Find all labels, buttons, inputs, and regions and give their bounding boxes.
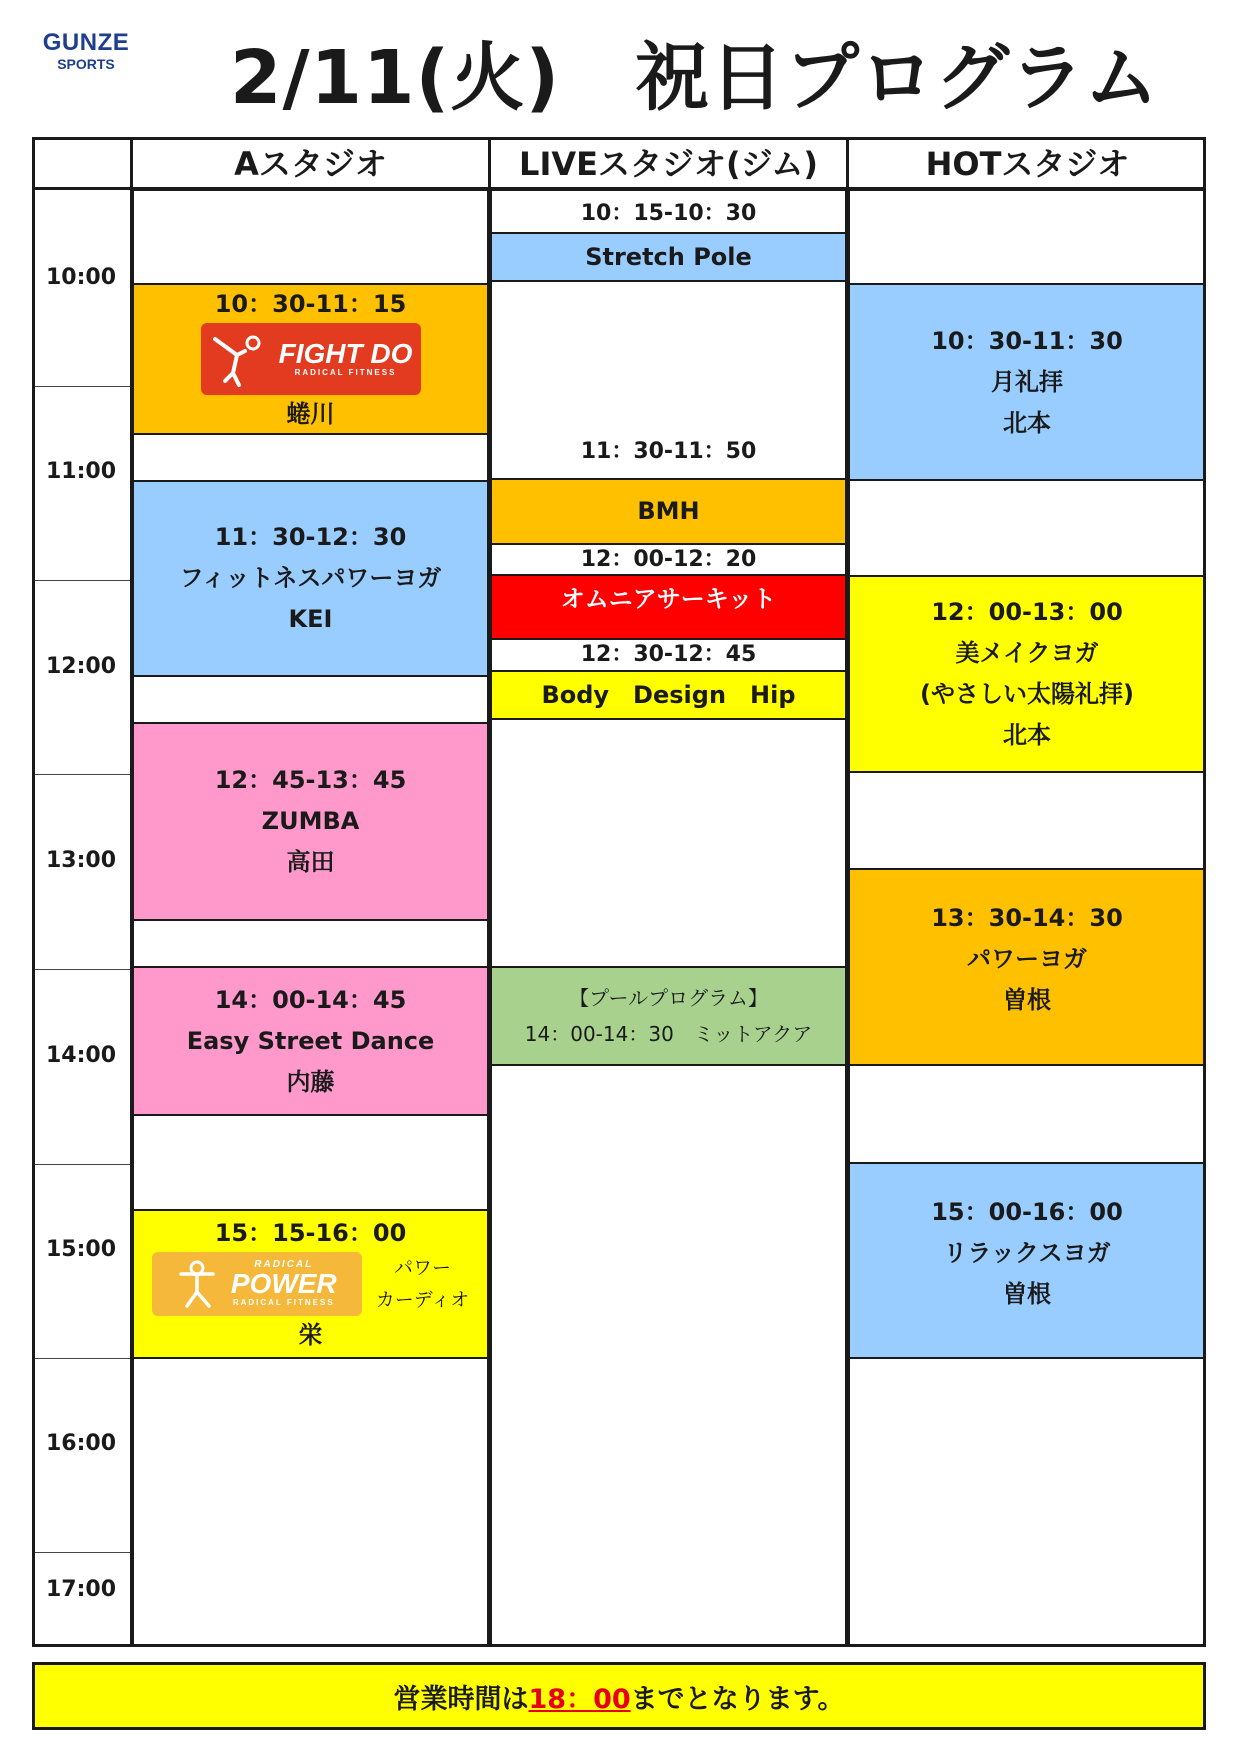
page-title: 2/11(火) 祝日プログラム [230,35,1160,121]
empty-slot [490,718,847,968]
event-time: 10：30-11：30 [931,326,1123,355]
time-label-10: 10:00 [45,265,117,290]
power-logo-small: RADICAL [254,1259,314,1270]
time-label-12: 12:00 [45,654,117,679]
event-name: 14：00-14：30 ミットアクア [524,1022,813,1046]
event-time: 11：30-11：50 [580,439,757,464]
event-beauty-make-yoga[interactable] [848,575,1206,773]
time-label-cell [490,543,847,576]
event-name: パワーヨガ [967,945,1087,973]
event-instructor: 曽根 [1003,986,1051,1014]
time-label-13: 13:00 [45,848,117,873]
empty-slot [848,1357,1206,1647]
time-divider [35,1358,130,1359]
event-name: フィットネスパワーヨガ [179,564,442,592]
time-divider [35,1552,130,1553]
business-hours-notice [32,1662,1206,1730]
empty-slot [490,1064,847,1647]
empty-slot [848,189,1206,285]
event-name: ZUMBA [261,807,360,835]
radical-power-logo [152,1252,362,1316]
event-instructor: 高田 [286,848,335,876]
event-time: 12：00-12：20 [580,547,757,572]
event-time: 12：45-13：45 [214,766,407,794]
time-label-16: 16:00 [45,1431,117,1456]
event-time: 15：00-16：00 [931,1198,1123,1226]
event-fight-do[interactable] [132,283,489,435]
event-instructor: 蜷川 [286,400,335,428]
power-label-line1: パワー [393,1257,451,1279]
event-name: リラックスヨガ [943,1239,1111,1267]
fight-do-wordmark: FIGHT DO [278,338,413,369]
event-instructor: 北本 [1003,721,1051,749]
time-label-cell [490,638,847,672]
event-name: 月礼拝 [991,367,1063,396]
power-label-line2: カーディオ [375,1289,470,1311]
gunze-sports-logo [36,30,136,72]
event-time: 11：30-12：30 [214,523,407,551]
empty-slot [848,771,1206,870]
event-name: BMH [637,497,700,525]
header-hot-studio: HOTスタジオ [846,137,1206,190]
time-label-11: 11:00 [45,459,117,484]
event-time: 13：30-14：30 [931,904,1123,932]
power-logo-sub: RADICAL FITNESS [232,1298,335,1307]
event-power-yoga[interactable] [848,868,1206,1066]
header-divider [32,187,130,190]
header-a-studio: Aスタジオ [130,137,488,190]
empty-slot [132,433,489,482]
event-easy-street-dance[interactable] [132,966,489,1116]
empty-slot [132,1357,489,1647]
event-name: Easy Street Dance [186,1026,435,1055]
time-label-14: 14:00 [45,1043,117,1068]
event-relax-yoga[interactable] [848,1162,1206,1359]
power-wordmark: POWER [230,1268,337,1299]
event-subtitle: (やさしい太陽礼拝) [920,680,1134,708]
schedule-grid [32,137,1206,1647]
event-moon-salutation[interactable] [848,283,1206,481]
event-name: Stretch Pole [585,242,752,271]
event-time: 10：30-11：15 [214,290,407,318]
kick-figure-icon [209,329,269,389]
time-divider [35,580,130,581]
event-instructor: 内藤 [286,1067,335,1096]
event-time: 14：00-14：45 [214,985,407,1014]
notice-prefix: 営業時間は [393,1683,529,1715]
empty-slot [848,479,1206,577]
event-radical-power[interactable] [132,1209,489,1359]
event-name: 美メイクヨガ [955,639,1099,667]
event-time: 10：15-10：30 [580,201,757,226]
power-logo-row [152,1252,469,1316]
event-title: 【プールプログラム】 [569,986,768,1010]
event-pool-program[interactable] [490,966,847,1066]
event-zumba[interactable] [132,722,489,921]
empty-slot [848,1064,1206,1164]
logo-brand: GUNZE [42,29,130,56]
power-cardio-label [376,1252,469,1316]
time-label-17: 17:00 [45,1577,117,1602]
event-time: 12：00-13：00 [931,598,1123,626]
notice-suffix: までとなります。 [630,1683,845,1715]
empty-slot [132,919,489,968]
event-instructor: KEI [288,605,333,633]
event-body-design-hip[interactable] [490,670,847,720]
event-stretch-pole[interactable] [490,232,847,282]
event-instructor: 北本 [1003,408,1051,437]
time-divider [35,386,130,387]
event-fitness-power-yoga[interactable] [132,480,489,677]
lifter-icon [177,1258,221,1310]
time-divider [35,1164,130,1165]
event-bmh[interactable] [490,478,847,545]
closing-time: 18：00 [528,1683,631,1715]
empty-slot [132,675,489,724]
time-divider [35,774,130,775]
event-name: オムニアサーキット [560,584,777,613]
event-name: Body Design Hip [541,680,796,709]
fight-do-logo [201,323,421,395]
logo-sub: SPORTS [57,56,115,72]
empty-slot [132,189,489,285]
time-label-15: 15:00 [45,1237,117,1262]
event-omnia-circuit[interactable] [490,574,847,640]
event-time: 12：30-12：45 [580,642,757,667]
event-instructor: 曽根 [1003,1280,1051,1308]
event-time: 15：15-16：00 [214,1219,407,1247]
time-divider [35,969,130,970]
time-label-cell [490,280,847,480]
fight-do-sub: RADICAL FITNESS [294,368,397,377]
header-live-studio: LIVEスタジオ(ジム) [488,137,846,190]
time-label-cell [490,189,847,234]
event-instructor: 栄 [298,1321,323,1349]
empty-slot [132,1114,489,1211]
